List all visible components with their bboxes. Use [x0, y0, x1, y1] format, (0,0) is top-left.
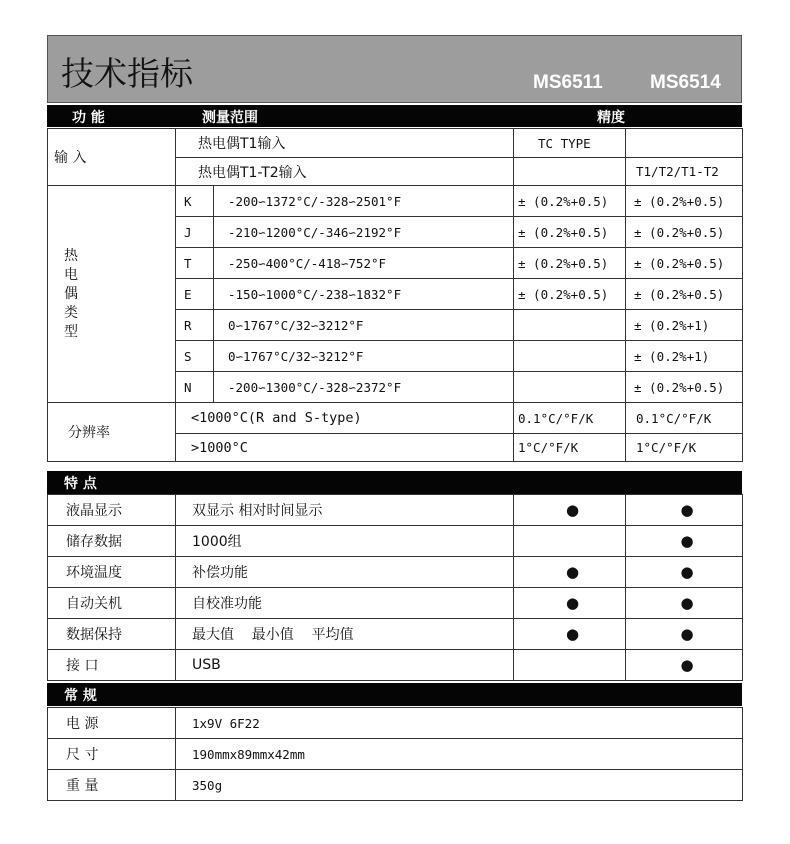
- tc-ms6514-accuracy: ± (0.2%+0.5): [626, 372, 743, 403]
- feature-desc: 自校准功能: [176, 588, 514, 619]
- tc-ms6514-accuracy: ± (0.2%+0.5): [626, 248, 743, 279]
- general-section-bar: [47, 683, 742, 706]
- tc-ms6511-accuracy: [514, 310, 626, 341]
- tc-range: 0∽1767°C/32∽3212°F: [214, 341, 514, 372]
- feature-desc: 双显示 相对时间显示: [176, 495, 514, 526]
- label-char: 型: [64, 323, 78, 340]
- tc-ms6511-accuracy: [514, 372, 626, 403]
- spec-header: [47, 35, 742, 103]
- tc-ms6514-accuracy: ± (0.2%+0.5): [626, 279, 743, 310]
- tc-type: N: [176, 372, 214, 403]
- tc-ms6514-accuracy: ± (0.2%+0.5): [626, 217, 743, 248]
- tc-ms6511-accuracy: ± (0.2%+0.5): [514, 217, 626, 248]
- model-ms6511-label: MS6511: [533, 72, 603, 93]
- function-heading: 功 能: [72, 110, 105, 126]
- resolution-ms6514: 0.1°C/°F/K: [626, 403, 743, 434]
- tc-range: -200∽1300°C/-328∽2372°F: [214, 372, 514, 403]
- tc-type: K: [176, 186, 214, 217]
- table-row: [48, 770, 743, 801]
- feature-name: 环境温度: [48, 557, 176, 588]
- features-table: [47, 494, 743, 681]
- tc-ms6511-accuracy: ± (0.2%+0.5): [514, 248, 626, 279]
- tc-ms6511-accuracy: ± (0.2%+0.5): [514, 279, 626, 310]
- table-row: [48, 495, 743, 526]
- feature-name: 数据保持: [48, 619, 176, 650]
- table-row: [48, 403, 743, 434]
- feature-name: 自动关机: [48, 588, 176, 619]
- features-heading: 特 点: [64, 476, 97, 492]
- tc-type: S: [176, 341, 214, 372]
- input-desc: 热电偶T1输入: [176, 129, 514, 158]
- resolution-ms6511: 1°C/°F/K: [514, 434, 626, 462]
- model-ms6514-label: MS6514: [650, 72, 721, 93]
- tc-range: -250∽400°C/-418∽752°F: [214, 248, 514, 279]
- tc-ms6514-accuracy: ± (0.2%+1): [626, 310, 743, 341]
- table-row: [48, 526, 743, 557]
- tc-range: -210∽1200°C/-346∽2192°F: [214, 217, 514, 248]
- resolution-desc: <1000°C(R and S-type): [176, 403, 514, 434]
- feature-name: 接 口: [48, 650, 176, 681]
- table-row: [48, 739, 743, 770]
- general-name: 电 源: [48, 708, 176, 739]
- feature-desc: 1000组: [176, 526, 514, 557]
- table-row: [48, 650, 743, 681]
- tc-range: -150∽1000°C/-238∽1832°F: [214, 279, 514, 310]
- feature-desc: 最大值 最小值 平均值: [176, 619, 514, 650]
- input-ms6514: [626, 129, 743, 158]
- table-row: [48, 186, 743, 217]
- sheet-title: 技术指标: [61, 54, 193, 93]
- tc-range: 0∽1767°C/32∽3212°F: [214, 310, 514, 341]
- tc-range: -200∽1372°C/-328∽2501°F: [214, 186, 514, 217]
- spec-sheet: [47, 35, 742, 803]
- feature-desc: 补偿功能: [176, 557, 514, 588]
- feature-ms6511-mark: [514, 526, 626, 557]
- features-rows: [48, 495, 743, 681]
- feature-ms6511-mark: ●: [514, 557, 626, 588]
- table-row: [48, 619, 743, 650]
- feature-name: 液晶显示: [48, 495, 176, 526]
- feature-ms6514-mark: ●: [626, 557, 743, 588]
- table-row: [48, 708, 743, 739]
- tc-ms6511-accuracy: [514, 341, 626, 372]
- feature-desc: USB: [176, 650, 514, 681]
- tc-type: E: [176, 279, 214, 310]
- feature-ms6514-mark: ●: [626, 619, 743, 650]
- features-section-bar: [47, 471, 742, 494]
- thermocouple-type-label: [48, 186, 176, 403]
- feature-ms6511-mark: [514, 650, 626, 681]
- feature-ms6514-mark: ●: [626, 495, 743, 526]
- tc-ms6511-accuracy: ± (0.2%+0.5): [514, 186, 626, 217]
- tc-type: T: [176, 248, 214, 279]
- tc-type: R: [176, 310, 214, 341]
- general-heading: 常 规: [64, 688, 97, 704]
- resolution-ms6511: 0.1°C/°F/K: [514, 403, 626, 434]
- label-char: 热: [64, 247, 78, 264]
- general-rows: [48, 708, 743, 801]
- resolution-ms6514: 1°C/°F/K: [626, 434, 743, 462]
- table-row: [48, 588, 743, 619]
- feature-ms6514-mark: ●: [626, 588, 743, 619]
- spec-section-bar: [47, 105, 742, 127]
- label-char: 电: [64, 266, 78, 283]
- label-char: 偶: [64, 285, 78, 302]
- input-ms6511: [514, 158, 626, 186]
- tc-type: J: [176, 217, 214, 248]
- general-name: 重 量: [48, 770, 176, 801]
- thermocouple-rows: [48, 186, 743, 403]
- resolution-label: 分辨率: [48, 403, 176, 462]
- accuracy-heading: 精度: [597, 110, 625, 126]
- tc-ms6514-accuracy: ± (0.2%+1): [626, 341, 743, 372]
- feature-ms6514-mark: ●: [626, 650, 743, 681]
- feature-ms6511-mark: ●: [514, 619, 626, 650]
- resolution-desc: >1000°C: [176, 434, 514, 462]
- feature-ms6511-mark: ●: [514, 588, 626, 619]
- feature-ms6511-mark: ●: [514, 495, 626, 526]
- feature-ms6514-mark: ●: [626, 526, 743, 557]
- general-table: [47, 707, 743, 801]
- spec-table: [47, 128, 743, 462]
- label-char: 类: [64, 304, 78, 321]
- general-value: 1x9V 6F22: [176, 708, 743, 739]
- tc-ms6514-accuracy: ± (0.2%+0.5): [626, 186, 743, 217]
- general-value: 190mmx89mmx42mm: [176, 739, 743, 770]
- table-row: [48, 129, 743, 158]
- general-value: 350g: [176, 770, 743, 801]
- feature-name: 储存数据: [48, 526, 176, 557]
- input-ms6514: T1/T2/T1-T2: [626, 158, 743, 186]
- range-heading: 测量范围: [202, 110, 258, 126]
- input-label: 输 入: [48, 129, 176, 186]
- input-ms6511: TC TYPE: [514, 129, 626, 158]
- general-name: 尺 寸: [48, 739, 176, 770]
- table-row: [48, 557, 743, 588]
- input-desc: 热电偶T1-T2输入: [176, 158, 514, 186]
